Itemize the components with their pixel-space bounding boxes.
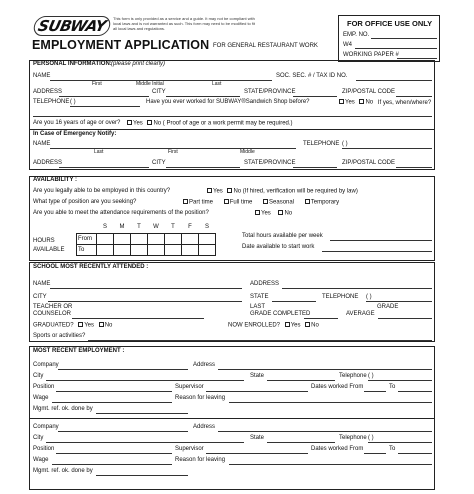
hours-cell[interactable] xyxy=(97,244,114,255)
supervisor-field[interactable] xyxy=(206,391,308,392)
office-use-title: FOR OFFICE USE ONLY xyxy=(347,19,433,28)
emergency-middle-sublabel: Middle xyxy=(240,149,255,155)
graduated-no-checkbox[interactable] xyxy=(99,322,104,327)
employer-telephone-label-2: Telephone xyxy=(339,435,367,441)
counselor-field[interactable] xyxy=(72,318,204,319)
ssn-label: SOC. SEC. # / TAX ID NO. xyxy=(276,73,348,79)
school-section xyxy=(29,262,435,342)
emp-no-label: EMP. NO. xyxy=(343,32,370,38)
school-state-field[interactable] xyxy=(272,301,316,302)
employment-heading: MOST RECENT EMPLOYMENT : xyxy=(33,348,125,354)
emergency-city-field[interactable] xyxy=(166,167,240,168)
reason-field-2[interactable] xyxy=(229,464,432,465)
temporary-checkbox[interactable] xyxy=(305,199,310,204)
employer-address-field-2[interactable] xyxy=(218,431,432,432)
company-field[interactable] xyxy=(58,369,188,370)
hours-cell[interactable] xyxy=(199,244,216,255)
ssn-field[interactable] xyxy=(356,80,432,81)
school-telephone-label: TELEPHONE xyxy=(322,294,359,300)
hours-cell[interactable] xyxy=(165,244,182,255)
telephone-label: TELEPHONE xyxy=(33,99,70,105)
counselor-label: COUNSELOR xyxy=(33,311,72,317)
middle-sublabel: Middle Initial xyxy=(136,81,164,87)
available-label: AVAILABLE xyxy=(33,247,65,253)
emergency-last-sublabel: Last xyxy=(94,149,104,155)
employer-city-label: City xyxy=(33,373,44,379)
position-label: Position xyxy=(33,384,55,390)
hours-cell[interactable] xyxy=(131,233,148,244)
worked-before-options: Yes No If yes, when/where? xyxy=(336,99,431,107)
emergency-zip-field[interactable] xyxy=(396,167,432,168)
average-field[interactable] xyxy=(378,318,432,319)
dates-from-field[interactable] xyxy=(364,391,386,392)
personal-heading: PERSONAL INFORMATION: xyxy=(33,61,112,67)
emergency-first-sublabel: First xyxy=(168,149,178,155)
reason-label-2: Reason for leaving xyxy=(175,457,226,463)
age-question: Are you 16 years of age or over? xyxy=(33,120,121,126)
emergency-zip-label: ZIP/POSTAL CODE xyxy=(342,160,396,166)
emergency-telephone-field[interactable]: ( ) xyxy=(342,141,348,147)
legal-no-checkbox[interactable] xyxy=(227,188,232,193)
company-label-2: Company xyxy=(33,424,59,430)
school-address-field[interactable] xyxy=(282,288,432,289)
position-type-question: What type of position are you seeking? xyxy=(33,199,137,205)
wage-field-2[interactable] xyxy=(52,464,172,465)
employer-address-label-2: Address xyxy=(193,424,216,430)
emergency-heading: In Case of Emergency Notify: xyxy=(33,131,117,137)
hours-label: HOURS xyxy=(33,238,55,244)
company-field-2[interactable] xyxy=(58,431,188,432)
employer-state-label-2: State xyxy=(250,435,265,441)
employer-state-field-2[interactable] xyxy=(267,442,335,443)
legal-notice: This form is only provided as a service and a guide. It may not be compliant with local laws and is not warranted as such. This form may need to be modified to fit all local laws and regulations. xyxy=(113,16,255,31)
full-time-checkbox[interactable] xyxy=(224,199,229,204)
hours-grid: S M T W T F S From To xyxy=(76,222,216,256)
school-name-field[interactable] xyxy=(50,288,242,289)
employer-state-field[interactable] xyxy=(267,380,335,381)
position-field[interactable] xyxy=(56,391,172,392)
hours-cell[interactable] xyxy=(148,233,165,244)
emergency-state-field[interactable] xyxy=(293,167,337,168)
dates-to-label-2: To xyxy=(389,446,396,452)
start-date-field[interactable] xyxy=(322,251,432,252)
zip-field[interactable] xyxy=(396,96,432,97)
working-paper-label: WORKING PAPER # xyxy=(343,52,399,58)
emergency-address-field[interactable] xyxy=(59,167,149,168)
hours-cell[interactable] xyxy=(97,233,114,244)
total-hours-field[interactable] xyxy=(330,240,432,241)
print-note: (please print clearly) xyxy=(111,61,166,67)
employer-address-label: Address xyxy=(193,362,216,368)
dates-to-field[interactable] xyxy=(398,391,432,392)
legal-options: Yes No (If hired, verification will be required by law) xyxy=(204,188,358,196)
emergency-city-label: CITY xyxy=(152,160,166,166)
enrolled-no-checkbox[interactable] xyxy=(305,322,310,327)
school-telephone-field[interactable]: ( ) xyxy=(366,294,372,300)
school-name-label: NAME xyxy=(33,281,51,287)
hours-cell[interactable] xyxy=(182,233,199,244)
employer-city-field[interactable] xyxy=(46,380,244,381)
school-heading: SCHOOL MOST RECENTLY ATTENDED : xyxy=(33,264,149,270)
hours-cell[interactable] xyxy=(148,244,165,255)
sports-field[interactable] xyxy=(88,340,432,341)
w4-label: W4 xyxy=(343,42,352,48)
emergency-telephone-label: TELEPHONE xyxy=(303,141,340,147)
form-subtitle: FOR GENERAL RESTAURANT WORK xyxy=(213,43,318,49)
dates-to-field-2[interactable] xyxy=(398,453,432,454)
attendance-options: Yes No xyxy=(252,210,292,218)
school-address-label: ADDRESS xyxy=(250,281,280,287)
attendance-yes-checkbox[interactable] xyxy=(255,210,260,215)
office-use-box xyxy=(338,15,440,62)
name-label: NAME xyxy=(33,73,51,79)
address-field[interactable] xyxy=(59,96,149,97)
part-time-checkbox[interactable] xyxy=(183,199,188,204)
employer-city-label-2: City xyxy=(33,435,44,441)
attendance-question: Are you able to meet the attendance requirements of the position? xyxy=(33,210,209,216)
grade-completed-field[interactable] xyxy=(304,318,338,319)
mgmt-ref-field[interactable] xyxy=(96,413,188,414)
enrolled-yes-checkbox[interactable] xyxy=(285,322,290,327)
mgmt-ref-label-2: Mgmt. ref. ok. done by xyxy=(33,468,93,474)
hours-cell[interactable] xyxy=(114,233,131,244)
state-field[interactable] xyxy=(293,96,337,97)
telephone-field[interactable]: ( ) xyxy=(70,99,76,105)
worked-where-field[interactable] xyxy=(33,116,432,117)
hours-cell[interactable] xyxy=(131,244,148,255)
from-label: From xyxy=(77,233,97,244)
average-label: AVERAGE xyxy=(346,311,375,317)
seasonal-checkbox[interactable] xyxy=(263,199,268,204)
employer-city-field-2[interactable] xyxy=(46,442,244,443)
sports-label: Sports or activities? xyxy=(33,333,86,339)
dates-from-label: Dates worked From xyxy=(311,384,364,390)
graduated-row: GRADUATED? Yes No xyxy=(33,322,113,329)
dates-from-field-2[interactable] xyxy=(364,453,386,454)
total-hours-label: Total hours available per week xyxy=(242,233,323,239)
supervisor-field-2[interactable] xyxy=(206,453,308,454)
availability-heading: AVAILABILITY : xyxy=(33,177,77,183)
enrolled-row: NOW ENROLLED? Yes No xyxy=(228,322,319,329)
school-city-label: CITY xyxy=(33,294,47,300)
address-label: ADDRESS xyxy=(33,89,63,95)
employer-telephone-label: Telephone xyxy=(339,373,367,379)
attendance-no-checkbox[interactable] xyxy=(278,210,283,215)
employer-telephone-field[interactable]: ( ) xyxy=(368,373,374,379)
supervisor-label: Supervisor xyxy=(175,384,204,390)
reason-field[interactable] xyxy=(229,402,432,403)
subway-logo: SUBWAY xyxy=(32,16,112,36)
reason-label: Reason for leaving xyxy=(175,395,226,401)
start-date-label: Date available to start work xyxy=(242,244,315,250)
personal-info-section xyxy=(29,60,435,170)
worked-before-yes-checkbox[interactable] xyxy=(339,99,344,104)
wage-label-2: Wage xyxy=(33,457,49,463)
teacher-label: TEACHER OR xyxy=(33,304,73,310)
employer-address-field[interactable] xyxy=(218,369,432,370)
supervisor-label-2: Supervisor xyxy=(175,446,204,452)
graduated-yes-checkbox[interactable] xyxy=(78,322,83,327)
worked-before-no-checkbox[interactable] xyxy=(359,99,364,104)
position-label-2: Position xyxy=(33,446,55,452)
hours-cell[interactable] xyxy=(199,233,216,244)
to-label: To xyxy=(77,244,97,255)
hours-cell[interactable] xyxy=(182,244,199,255)
state-label: STATE/PROVINCE xyxy=(244,89,296,95)
school-state-label: STATE xyxy=(250,294,269,300)
age-options: Yes No ( Proof of age or a work permit may be required.) xyxy=(124,120,293,128)
age-no-checkbox[interactable] xyxy=(147,120,152,125)
city-label: CITY xyxy=(152,89,166,95)
grade-completed-label: GRADE COMPLETED xyxy=(250,311,311,317)
first-sublabel: First xyxy=(92,81,102,87)
zip-label: ZIP/POSTAL CODE xyxy=(342,89,396,95)
employer-state-label: State xyxy=(250,373,265,379)
dates-from-label-2: Dates worked From xyxy=(311,446,364,452)
position-field-2[interactable] xyxy=(56,453,172,454)
mgmt-ref-label: Mgmt. ref. ok. done by xyxy=(33,406,93,412)
age-yes-checkbox[interactable] xyxy=(127,120,132,125)
city-field[interactable] xyxy=(166,96,240,97)
school-city-field[interactable] xyxy=(48,301,242,302)
last-sublabel: Last xyxy=(212,81,222,87)
emergency-name-label: NAME xyxy=(33,141,51,147)
dates-to-label: To xyxy=(389,384,396,390)
legal-question: Are you legally able to be employed in this country? xyxy=(33,188,171,194)
company-label: Company xyxy=(33,362,59,368)
position-type-options: Part time Full time Seasonal Temporary xyxy=(180,199,339,207)
hours-cell[interactable] xyxy=(114,244,131,255)
wage-field[interactable] xyxy=(52,402,172,403)
wage-label: Wage xyxy=(33,395,49,401)
form-title: EMPLOYMENT APPLICATION xyxy=(32,38,210,52)
hours-cell[interactable] xyxy=(165,233,182,244)
emergency-state-label: STATE/PROVINCE xyxy=(244,160,296,166)
emergency-address-label: ADDRESS xyxy=(33,160,63,166)
legal-yes-checkbox[interactable] xyxy=(207,188,212,193)
employer-telephone-field-2[interactable]: ( ) xyxy=(368,435,374,441)
last-grade-label: LAST xyxy=(250,304,266,310)
mgmt-ref-field-2[interactable] xyxy=(96,475,188,476)
worked-before-question: Have you ever worked for SUBWAY®Sandwich Shop before? xyxy=(146,99,310,105)
grade-label: GRADE xyxy=(377,304,399,310)
